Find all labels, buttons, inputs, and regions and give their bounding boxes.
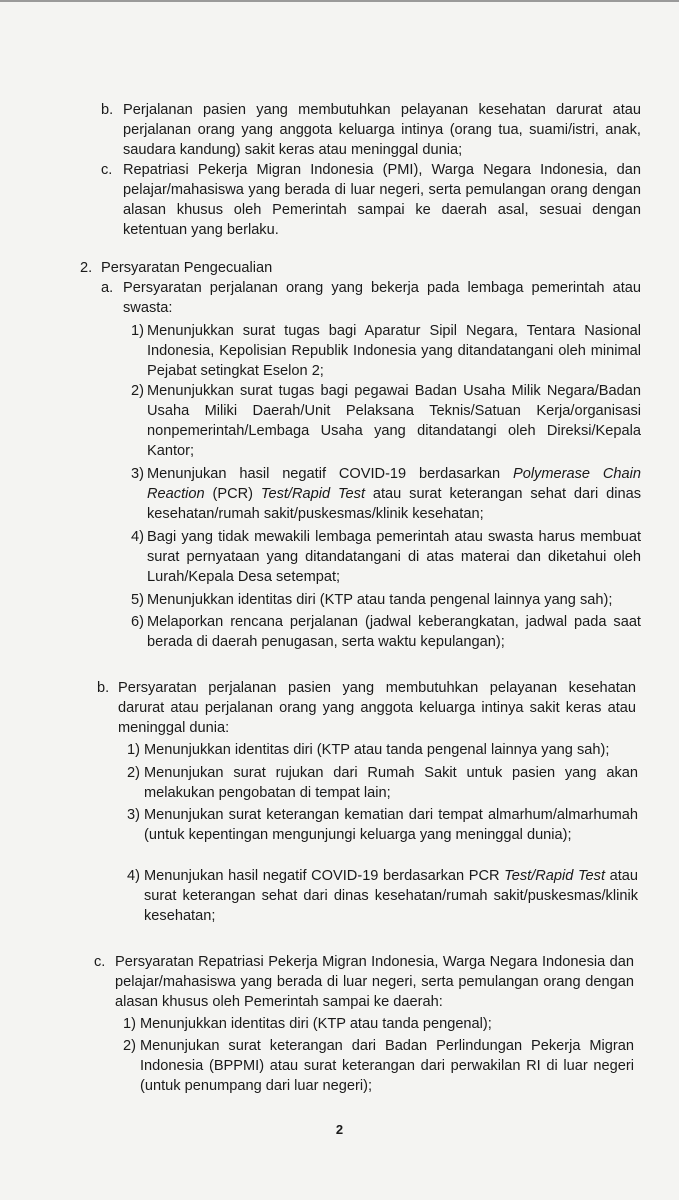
list-item-text: Repatriasi Pekerja Migran Indonesia (PMI), Warga Negara Indonesia, dan pelajar/mahasiswa yang berada di luar negeri, serta pemulangan orang dengan alasan khusus oleh Pemerintah sampai ke daerah asal, sesuai dengan ketentuan yang berlaku. [123,162,641,238]
item-text: Menunjukan surat keterangan dari Badan Perlindungan Pekerja Migran Indonesia (BPPMI) atau surat keterangan dari perwakilan RI di luar negeri (untuk penumpang dari luar negeri); [140,1038,634,1094]
item-text: Menunjukan surat keterangan kematian dari tempat almarhum/almarhumah (untuk kepentingan mengunjungi keluarga yang meninggal dunia); [144,807,638,843]
item-text: Menunjukkan identitas diri (KTP atau tanda pengenal lainnya yang sah); [144,742,610,758]
item-text: Melaporkan rencana perjalanan (jadwal keberangkatan, jadwal pada saat berada di daerah penugasan, serta waktu kepulangan); [147,614,641,650]
item-number: 4) [127,868,140,884]
subsection-marker: a. [101,280,114,296]
subsection-intro: Persyaratan perjalanan pasien yang membutuhkan pelayanan kesehatan darurat atau perjalanan orang yang anggota keluarga intinya sakit keras atau meninggal dunia: [118,680,636,736]
list-marker: c. [101,162,113,178]
item-text: Menunjukan hasil negatif COVID-19 berdasarkan PCR Test/Rapid Test atau surat keterangan sehat dari dinas kesehatan/rumah sakit/puskesmas/klinik kesehatan; [144,868,638,924]
section-title: Persyaratan Pengecualian [101,260,273,276]
list-marker: b. [101,102,114,118]
item-number: 3) [127,807,140,823]
item-number: 2) [127,765,140,781]
page-number: 2 [335,1122,344,1137]
item-number: 1) [127,742,140,758]
item-text: Menunjukkan surat tugas bagi Aparatur Sipil Negara, Tentara Nasional Indonesia, Kepolisian Republik Indonesia yang ditandatangani oleh minimal Pejabat setingkat Eselon 2; [147,323,641,379]
section-number: 2. [80,260,93,276]
item-number: 5) [131,592,144,608]
subsection-marker: c. [94,954,106,970]
item-number: 1) [123,1016,136,1032]
item-text: Menunjukkan identitas diri (KTP atau tanda pengenal); [140,1016,492,1032]
subsection-marker: b. [97,680,110,696]
subsection-intro: Persyaratan Repatriasi Pekerja Migran Indonesia, Warga Negara Indonesia dan pelajar/mahasiswa yang berada di luar negeri, serta pemulangan orang dengan alasan khusus oleh Pemerintah sampai ke daerah: [115,954,634,1010]
item-text: Menunjukkan surat tugas bagi pegawai Badan Usaha Milik Negara/Badan Usaha Miliki Daerah/Unit Pelaksana Teknis/Satuan Kerja/organisasi nonpemerintah/Lembaga Usaha yang ditandatangi oleh Direksi/Kepala Kantor; [147,383,641,459]
list-item-text: Perjalanan pasien yang membutuhkan pelayanan kesehatan darurat atau perjalanan orang yang anggota keluarga intinya (orang tua, suami/istri, anak, saudara kandung) sakit keras atau meninggal dunia; [123,102,641,158]
item-text: Bagi yang tidak mewakili lembaga pemerintah atau swasta harus membuat surat pernyataan yang ditandatangani di atas materai dan diketahui oleh Lurah/Kepala Desa setempat; [147,529,641,585]
subsection-intro: Persyaratan perjalanan orang yang bekerja pada lembaga pemerintah atau swasta: [123,280,641,316]
item-number: 1) [131,323,144,339]
item-number: 6) [131,614,144,630]
item-text: Menunjukkan identitas diri (KTP atau tanda pengenal lainnya yang sah); [147,592,613,608]
item-text: Menunjukan hasil negatif COVID-19 berdasarkan Polymerase Chain Reaction (PCR) Test/Rapid Test atau surat keterangan sehat dari dinas kesehatan/rumah sakit/puskesmas/klinik kesehatan; [147,466,641,522]
item-number: 4) [131,529,144,545]
item-number: 3) [131,466,144,482]
item-number: 2) [131,383,144,399]
item-text: Menunjukan surat rujukan dari Rumah Sakit untuk pasien yang akan melakukan pengobatan di tempat lain; [144,765,638,801]
item-number: 2) [123,1038,136,1054]
